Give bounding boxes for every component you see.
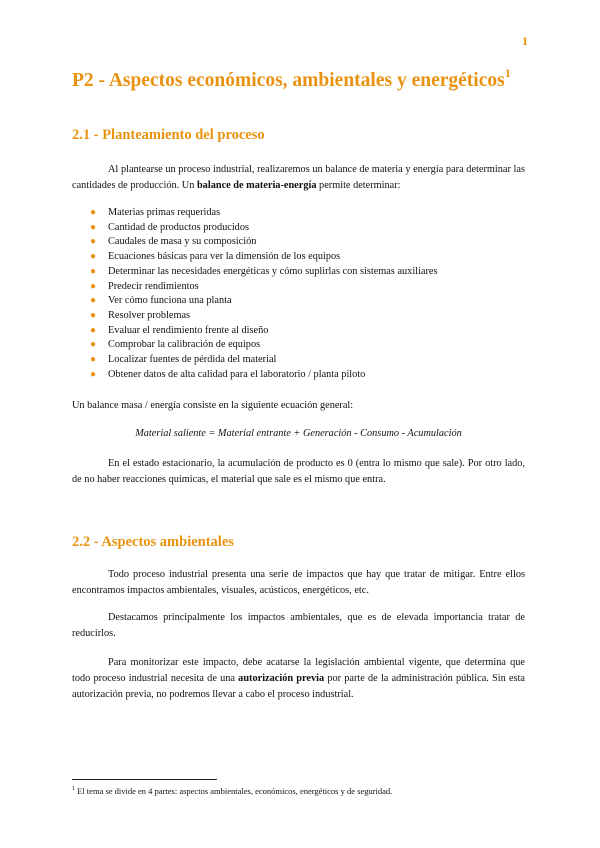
bullet-icon: ● bbox=[90, 251, 97, 263]
list-item bbox=[72, 206, 438, 221]
bullet-icon: ● bbox=[90, 368, 97, 380]
list-item bbox=[72, 235, 438, 250]
list-item-text: Materias primas requeridas bbox=[108, 207, 221, 218]
footnote-text: El tema se divide en 4 partes: aspectos ambientales, económicos, energéticos y de seguridad. bbox=[75, 785, 393, 796]
bullet-icon: ● bbox=[90, 221, 97, 233]
impacts-paragraph: Todo proceso industrial presenta una serie de impactos que hay que tratar de mitigar. Entre ellos encontramos impactos ambientales, visuales, acústicos, energéticos, etc. bbox=[72, 569, 525, 596]
bullet-icon: ● bbox=[90, 309, 97, 321]
list-item bbox=[72, 265, 438, 280]
authorization-paragraph bbox=[72, 655, 525, 703]
title-footnote-mark: 1 bbox=[504, 66, 511, 80]
list-item-text: Comprobar la calibración de equipos bbox=[108, 339, 261, 351]
section-heading-planteamiento: 2.1 - Planteamiento del proceso bbox=[72, 127, 265, 143]
page-number: 1 bbox=[522, 34, 528, 48]
list-item bbox=[72, 294, 438, 309]
list-item-text: Cantidad de productos producidos bbox=[108, 221, 249, 233]
intro-text-end: permite determinar: bbox=[316, 180, 401, 191]
list-item bbox=[72, 280, 438, 295]
list-item-text: Ver cómo funciona una planta bbox=[108, 295, 232, 307]
authorization-bold-term: autorización previa bbox=[238, 673, 325, 684]
environmental-impacts-paragraph: Destacamos principalmente los impactos ambientales, que es de elevada importancia tratar de reducirlos. bbox=[72, 612, 525, 639]
list-item-text: Resolver problemas bbox=[108, 309, 191, 321]
footnote bbox=[72, 784, 532, 797]
bullet-icon: ● bbox=[90, 324, 97, 336]
bullet-icon: ● bbox=[90, 236, 97, 248]
list-item bbox=[72, 309, 438, 324]
steady-state-paragraph: En el estado estacionario, la acumulación de producto es 0 (entra lo mismo que sale). Por otro lado, de no haber reacciones químicas, el material que sale es el mismo que entra. bbox=[72, 458, 525, 485]
footnote-separator bbox=[72, 779, 217, 780]
bullet-icon: ● bbox=[90, 354, 97, 366]
bullet-icon: ● bbox=[90, 207, 97, 218]
authorization-text-end: por parte de la administración pública. Sin esta autorización previa, no podremos llevar a cabo el proceso industrial. bbox=[72, 673, 525, 700]
section-heading-ambientales: 2.2 - Aspectos ambientales bbox=[72, 534, 234, 550]
page-title-text: P2 - Aspectos económicos, ambientales y energéticos bbox=[72, 70, 505, 91]
list-item-text: Predecir rendimientos bbox=[108, 280, 199, 292]
bullet-icon: ● bbox=[90, 265, 97, 277]
list-item bbox=[72, 221, 438, 236]
requirements-list bbox=[72, 206, 438, 382]
list-item bbox=[72, 250, 438, 265]
list-item bbox=[72, 324, 438, 339]
balance-equation: Material saliente = Material entrante + Generación - Consumo - Acumulación bbox=[135, 428, 462, 439]
bullet-icon: ● bbox=[90, 280, 97, 292]
list-item-text: Caudales de masa y su composición bbox=[108, 236, 257, 248]
intro-bold-term: balance de materia-energía bbox=[196, 180, 317, 191]
authorization-text-start: Para monitorizar este impacto, debe acatarse la legislación ambiental vigente, que determina que todo proceso industrial necesita de una bbox=[72, 657, 525, 684]
page-title bbox=[72, 66, 542, 92]
list-item bbox=[72, 353, 438, 368]
bullet-icon: ● bbox=[90, 295, 97, 307]
list-item-text: Ecuaciones básicas para ver la dimensión de los equipos bbox=[108, 251, 341, 263]
list-item-text: Determinar las necesidades energéticas y cómo suplirlas con sistemas auxiliares bbox=[108, 265, 438, 277]
intro-paragraph bbox=[72, 162, 525, 194]
bullet-icon: ● bbox=[90, 339, 97, 351]
list-item-text: Evaluar el rendimiento frente al diseño bbox=[108, 324, 269, 336]
balance-intro: Un balance masa / energía consiste en la siguiente ecuación general: bbox=[72, 400, 354, 411]
list-item bbox=[72, 338, 438, 353]
list-item-text: Obtener datos de alta calidad para el laboratorio / planta piloto bbox=[108, 368, 366, 380]
list-item bbox=[72, 368, 438, 383]
intro-text-start: Al plantearse un proceso industrial, realizaremos un balance de materia y energía para determinar las cantidades de producción. Un bbox=[72, 164, 525, 191]
list-item-text: Localizar fuentes de pérdida del material bbox=[108, 354, 277, 366]
footnote-mark: 1 bbox=[72, 786, 75, 792]
